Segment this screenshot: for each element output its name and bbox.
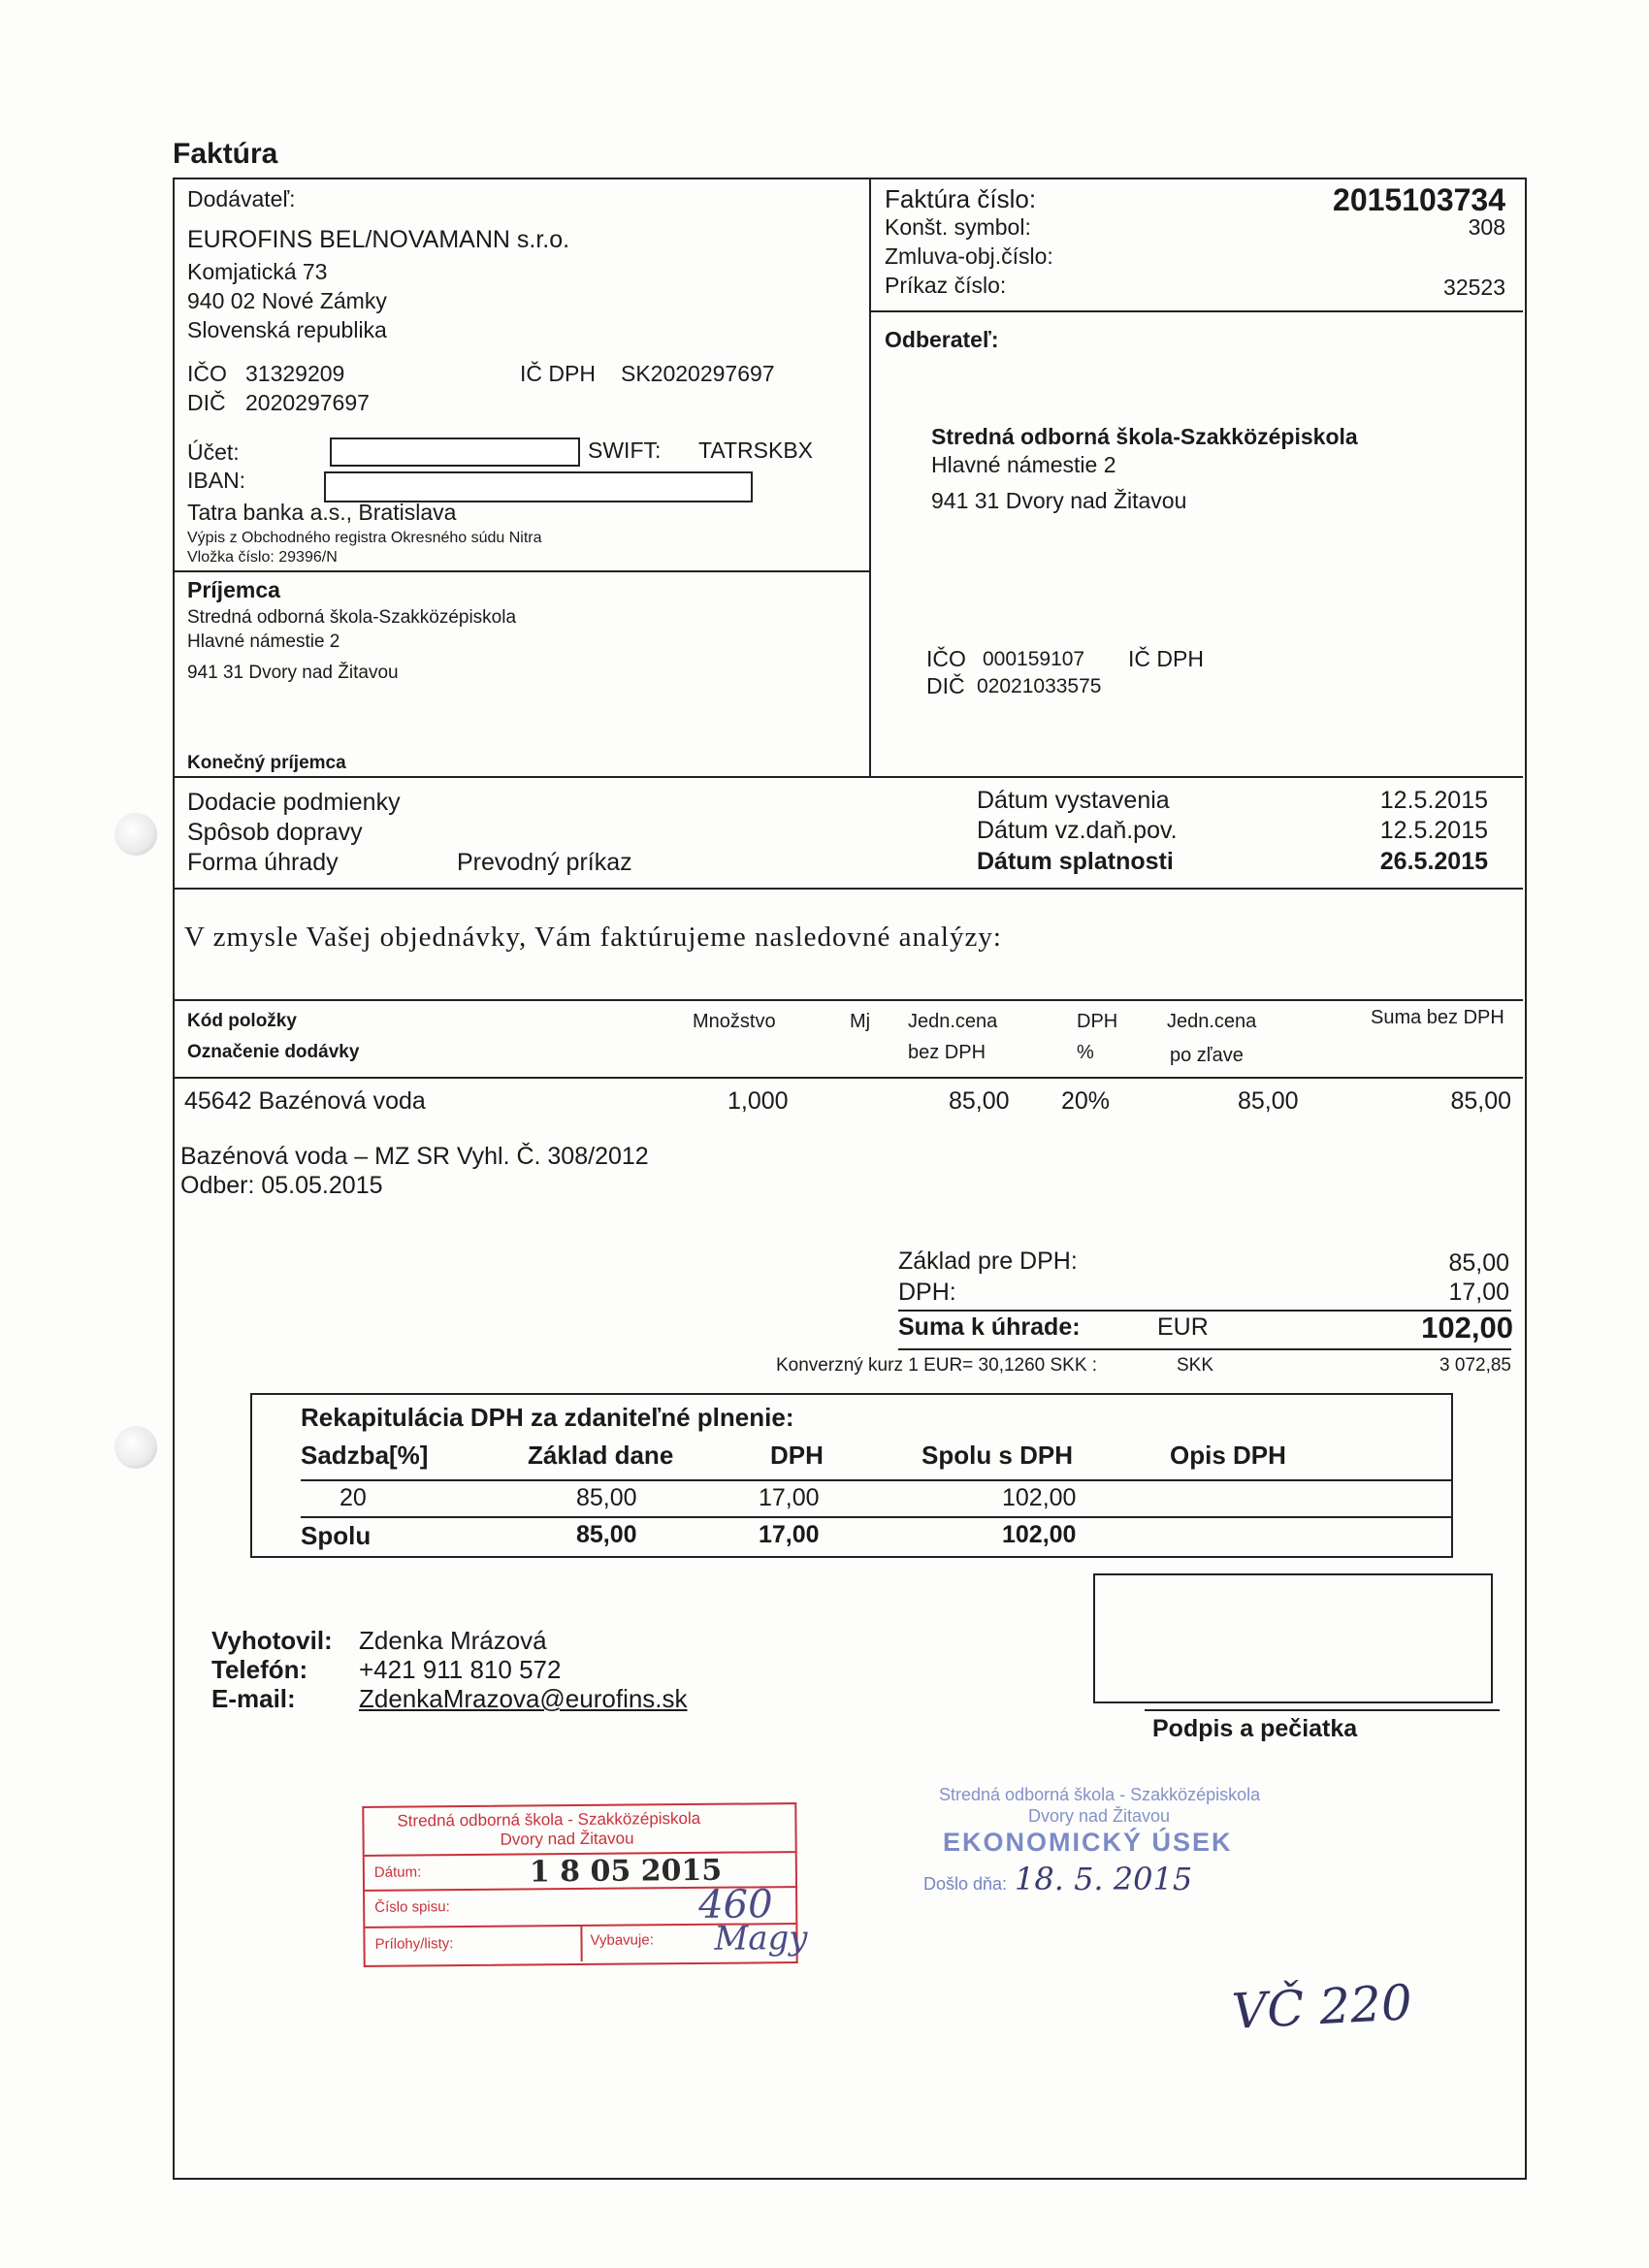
customer-ic-dph-label: IČ DPH [1128,646,1204,671]
supplier-city: 940 02 Nové Zámky [187,288,387,313]
customer-ico: 000159107 [983,648,1085,670]
recap-base: 85,00 [576,1484,637,1511]
issue-date: 12.5.2015 [1379,787,1488,814]
registry-handler-value: Magy [714,1918,808,1959]
registry-line-1: Výpis z Obchodného registra Okresného súdu Nitra [187,530,542,546]
invoice-number: 2015103734 [1333,182,1505,217]
registry-attach-label: Prílohy/listy: [374,1935,454,1953]
col-desc-header: Označenie dodávky [187,1042,360,1062]
header-bottom-line [175,776,1523,778]
registry-stamp [362,1802,808,1967]
base-label: Základ pre DPH: [898,1247,1078,1275]
recap-col-rate: Sadzba[%] [301,1441,429,1470]
order-number: 32523 [1443,275,1505,300]
recap-vat: 17,00 [759,1484,820,1511]
recap-col-vat: DPH [770,1441,824,1470]
handwritten-note: VČ 220 [1230,1974,1414,2040]
customer-name: Stredná odborná škola-Szakközépiskola [931,424,1358,449]
order-label: Príkaz číslo: [885,273,1007,298]
registry-file-value: 460 [697,1882,773,1928]
economic-stamp-received-label: Došlo dňa: [923,1874,1008,1894]
supplier-country: Slovenská republika [187,317,387,342]
recipient-heading: Príjemca [187,577,280,602]
punch-hole-bottom [114,1426,157,1469]
vat-value: 17,00 [1448,1279,1509,1306]
iban-label: IBAN: [187,468,246,493]
base-value: 85,00 [1448,1249,1509,1277]
recap-total: 102,00 [1002,1484,1077,1511]
recap-header-line [301,1479,1451,1481]
economic-stamp-line-2: Dvory nad Žitavou [1028,1806,1171,1826]
customer-ico-label: IČO [926,646,966,671]
recap-sum-base: 85,00 [576,1521,637,1548]
economic-stamp-line-3: EKONOMICKÝ ÚSEK [943,1828,1233,1857]
punch-hole-top [114,813,157,856]
conversion-label: Konverzný kurz 1 EUR= 30,1260 SKK : [776,1355,1098,1376]
bank-name: Tatra banka a.s., Bratislava [187,500,457,525]
note-line-2: Odber: 05.05.2015 [180,1172,383,1199]
item-code-name: 45642 Bazénová voda [184,1087,426,1115]
recap-sum-label: Spolu [301,1521,372,1550]
supplier-name: EUROFINS BEL/NOVAMANN s.r.o. [187,226,570,253]
col-vat-header-2: % [1077,1042,1094,1063]
item-price: 85,00 [949,1087,1010,1115]
payment-label: Forma úhrady [187,849,339,876]
col-disc-header-2: po zľave [1170,1045,1244,1066]
account-redacted-box [330,437,580,467]
recipient-name: Stredná odborná škola-Szakközépiskola [187,607,517,628]
recap-col-total: Spolu s DPH [922,1441,1074,1470]
transport-label: Spôsob dopravy [187,819,363,846]
recap-rate: 20 [340,1484,367,1511]
sum-underline [898,1348,1511,1350]
registry-file-label: Číslo spisu: [374,1898,450,1916]
col-price-header-2: bez DPH [908,1042,986,1063]
col-price-header-1: Jedn.cena [908,1011,998,1032]
iban-redacted-box [324,471,753,502]
col-total-header: Suma bez DPH [1371,1007,1504,1028]
conversion-value: 3 072,85 [1439,1355,1511,1376]
economic-stamp-line-1: Stredná odborná škola - Szakközépiskola [939,1785,1261,1804]
supplier-street: Komjatická 73 [187,259,328,284]
recap-sum-total: 102,00 [1002,1521,1077,1548]
signature-box [1093,1573,1493,1703]
item-disc-price: 85,00 [1238,1087,1299,1115]
terms-bottom-line [175,888,1523,890]
recipient-street: Hlavné námestie 2 [187,632,340,652]
item-qty: 1,000 [728,1087,789,1115]
registry-handler-label: Vybavuje: [590,1931,654,1949]
payment-value: Prevodný príkaz [457,849,632,876]
phone-value: +421 911 810 572 [359,1655,562,1684]
economic-stamp-received-value: 18. 5. 2015 [1015,1861,1193,1897]
supplier-ico-label: IČO [187,361,227,386]
konst-symbol: 308 [1468,214,1505,240]
intro-bottom-line [175,999,1523,1001]
due-date-label: Dátum splatnosti [977,848,1174,875]
recap-col-base: Základ dane [528,1441,674,1470]
konst-symbol-label: Konšt. symbol: [885,214,1031,240]
contract-label: Zmluva-obj.číslo: [885,243,1053,269]
supplier-dic-label: DIČ [187,390,226,415]
vat-label: DPH: [898,1279,956,1306]
top-vertical-divider [869,179,871,776]
supplier-divider [175,570,869,572]
totals-divider [898,1310,1511,1312]
signature-line [1145,1709,1500,1711]
customer-heading: Odberateľ: [885,327,999,352]
item-vat: 20% [1061,1087,1111,1115]
email-label: E-mail: [211,1684,296,1713]
table-header-bottom-line [175,1077,1523,1079]
account-label: Účet: [187,439,240,465]
customer-street: Hlavné námestie 2 [931,452,1116,477]
sum-currency: EUR [1157,1313,1209,1341]
item-total: 85,00 [1450,1087,1511,1115]
customer-city: 941 31 Dvory nad Žitavou [931,488,1187,513]
conversion-currency: SKK [1177,1355,1214,1376]
registry-date-value: 1 8 05 2015 [529,1853,723,1890]
registry-line-2: Vložka číslo: 29396/N [187,549,338,566]
sum-label: Suma k úhrade: [898,1313,1081,1341]
final-recipient-label: Konečný príjemca [187,753,346,773]
intro-text: V zmysle Vašej objednávky, Vám faktúrujeme nasledovné analýzy: [184,922,1002,953]
registry-stamp-header-2: Dvory nad Žitavou [500,1829,634,1849]
prepared-by-label: Vyhotovil: [211,1626,333,1655]
supplier-ic-dph: SK2020297697 [621,361,775,386]
recipient-city: 941 31 Dvory nad Žitavou [187,663,399,683]
col-unit-header: Mj [850,1011,871,1032]
phone-label: Telefón: [211,1655,308,1684]
registry-date-label: Dátum: [373,1863,422,1881]
recap-col-desc: Opis DPH [1170,1441,1286,1470]
issue-date-label: Dátum vystavenia [977,787,1170,814]
delivery-terms-label: Dodacie podmienky [187,789,401,816]
swift-value: TATRSKBX [698,437,813,463]
page-title: Faktúra [173,138,278,170]
prepared-by: Zdenka Mrázová [359,1626,547,1655]
col-vat-header-1: DPH [1077,1011,1118,1032]
customer-dic-label: DIČ [926,673,965,698]
registry-stamp-header-1: Stredná odborná škola - Szakközépiskola [397,1808,701,1831]
recap-title: Rekapitulácia DPH za zdaniteľné plnenie: [301,1403,794,1432]
tax-date: 12.5.2015 [1379,817,1488,844]
signature-label: Podpis a pečiatka [1152,1715,1358,1742]
supplier-ico: 31329209 [245,361,345,386]
invoice-number-label: Faktúra číslo: [885,184,1037,213]
recap-sum-line [301,1516,1451,1518]
customer-dic: 02021033575 [977,675,1102,697]
sum-value: 102,00 [1421,1311,1513,1345]
swift-label: SWIFT: [588,437,662,463]
due-date: 26.5.2015 [1379,848,1488,875]
col-disc-header-1: Jedn.cena [1167,1011,1257,1032]
supplier-dic: 2020297697 [245,390,370,415]
tax-date-label: Dátum vz.daň.pov. [977,817,1178,844]
note-line-1: Bazénová voda – MZ SR Vyhl. Č. 308/2012 [180,1143,649,1170]
col-qty-header: Množstvo [693,1011,776,1032]
recap-sum-vat: 17,00 [759,1521,820,1548]
supplier-ic-dph-label: IČ DPH [520,361,596,386]
col-code-header: Kód položky [187,1011,297,1031]
supplier-heading: Dodávateľ: [187,186,296,211]
email-link[interactable]: ZdenkaMrazova@eurofins.sk [359,1684,688,1713]
meta-divider [869,310,1523,312]
